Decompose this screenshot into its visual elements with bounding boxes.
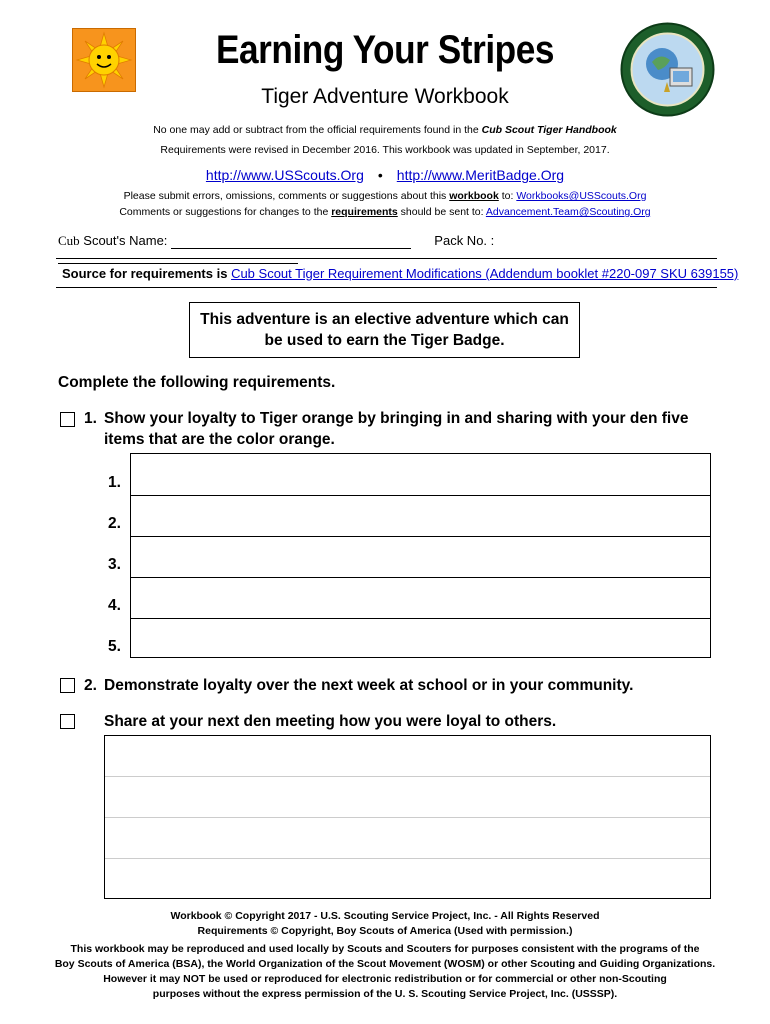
pack-number-label: Pack No. : (434, 233, 495, 248)
requirement-2-text: Demonstrate loyalty over the next week at school or in your community. (104, 677, 634, 694)
notes-line (105, 776, 710, 777)
item-number: 3. (108, 556, 121, 573)
requirements-notice: No one may add or subtract from the official requirements found in the Cub Scout Tiger Handbook (153, 124, 617, 136)
footer-usage-line: However it may NOT be used or reproduced for electronic redistribution or for commercial or other non-Scouting (103, 973, 667, 985)
answer-row[interactable] (131, 577, 710, 618)
divider (56, 287, 717, 288)
footer-usage-line: purposes without the express permission of the U. S. Scouting Service Project, Inc. (USSSP). (152, 988, 618, 1000)
requirement-1-text: Show your loyalty to Tiger orange by bringing in and sharing with your den five items that are the color orange. (104, 410, 689, 448)
answer-row[interactable] (131, 454, 710, 495)
scout-info-row: Cub Scout's Name: Pack No. : (58, 233, 718, 264)
requirement-1-number: 1. (84, 410, 97, 427)
item-number: 4. (108, 597, 121, 614)
page-subtitle: Tiger Adventure Workbook (261, 85, 509, 108)
footer-requirements-copyright: Requirements © Copyright, Boy Scouts of America (Used with permission.) (197, 925, 573, 937)
scout-name-field[interactable] (171, 235, 411, 249)
item-number: 5. (108, 638, 121, 655)
answer-row[interactable] (131, 536, 710, 577)
requirements-feedback-line: Comments or suggestions for changes to the requirements should be sent to: Advancement.Team@Scouting.Org (119, 206, 651, 218)
requirement-1-checkbox[interactable] (60, 412, 75, 427)
page-title: Earning Your Stripes (215, 28, 555, 72)
requirement-2b-checkbox[interactable] (60, 714, 75, 729)
requirement-2b-text: Share at your next den meeting how you were loyal to others. (104, 713, 557, 730)
instructions-heading: Complete the following requirements. (58, 374, 336, 391)
item-number: 1. (108, 474, 121, 491)
notes-line (105, 817, 710, 818)
elective-notice-box: This adventure is an elective adventure which can be used to earn the Tiger Badge. (189, 302, 580, 358)
footer-usage-line: This workbook may be reproduced and used locally by Scouts and Scouters for purposes consistent with the programs of the (70, 943, 700, 955)
source-line: Source for requirements is Cub Scout Tiger Requirement Modifications (Addendum booklet #220-097 SKU 639155) (62, 266, 739, 281)
item-number: 2. (108, 515, 121, 532)
answer-row[interactable] (131, 495, 710, 536)
revision-notice: Requirements were revised in December 2016. This workbook was updated in September, 2017. (160, 144, 610, 156)
advancement-email-link[interactable]: Advancement.Team@Scouting.Org (485, 206, 651, 218)
website-links (0, 167, 770, 183)
answer-row[interactable] (131, 618, 710, 659)
pack-number-field[interactable] (58, 250, 298, 264)
orange-items-table (130, 453, 711, 658)
requirement-2-checkbox[interactable] (60, 678, 75, 693)
workbook-feedback-line: Please submit errors, omissions, comments or suggestions about this workbook to: Workbooks@USScouts.Org (123, 190, 647, 202)
scout-name-label: Scout's Name: (79, 233, 168, 248)
loyalty-notes-box[interactable] (104, 735, 711, 899)
notes-line (105, 858, 710, 859)
handbook-title: Cub Scout Tiger Handbook (481, 124, 617, 136)
usscouts-link[interactable]: http://www.USScouts.Org (205, 167, 364, 183)
divider (56, 258, 717, 259)
workbooks-email-link[interactable]: Workbooks@USScouts.Org (516, 190, 647, 202)
meritbadge-link[interactable]: http://www.MeritBadge.Org (396, 167, 565, 183)
requirement-2-number: 2. (84, 677, 97, 694)
addendum-link[interactable]: Cub Scout Tiger Requirement Modifications (Addendum booklet #220-097 SKU 639155) (231, 266, 739, 281)
link-separator: • (377, 167, 383, 183)
footer-copyright: Workbook © Copyright 2017 - U.S. Scouting Service Project, Inc. - All Rights Reserved (170, 910, 600, 922)
footer-usage-line: Boy Scouts of America (BSA), the World Organization of the Scout Movement (WOSM) or other Scouting and Guiding Organizations. (54, 958, 716, 970)
